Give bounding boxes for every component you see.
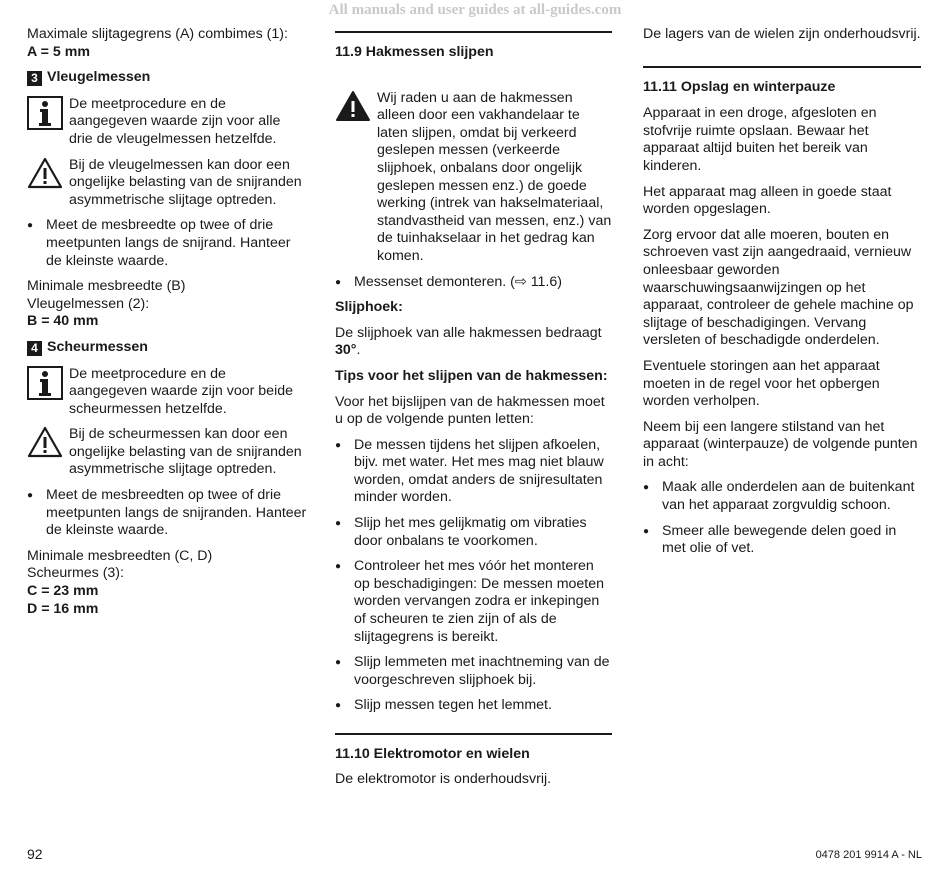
slijphoek-title: Slijphoek: <box>335 299 403 316</box>
warning-triangle-icon <box>27 426 69 458</box>
section-scheurmessen-title: 4 Scheurmessen <box>27 339 307 357</box>
instruction-list <box>643 479 921 557</box>
danger-note: Wij raden u aan de hakmessen alleen door een vakhandelaar te laten slijpen, omdat bij verkeerd geslepen messen (verkeerde slijphoek, onbalans door ongelijk geslepen messen enz.) de goede werking (intrek van hakselmateriaal, standvastheid van messen, enz.) van de tuinhakselaar in het gedrag kan komen. <box>335 90 612 266</box>
warning-note: Bij de vleugelmessen kan door een ongelijke belasting van de snijranden asymmetrische slijtage optreden. <box>27 157 307 210</box>
heading-elektromotor: 11.10 Elektromotor en wielen <box>335 746 530 762</box>
column-left <box>27 26 307 626</box>
tips-list <box>335 437 612 715</box>
section-vleugelmessen-title: 3 Vleugelmessen <box>27 69 307 87</box>
watermark: All manuals and user guides at all-guides.com <box>328 2 622 18</box>
min-width-scheurmessen: Minimale mesbreedten (C, D) Scheurmes (3): C = 23 mm D = 16 mm <box>27 547 213 617</box>
paragraph: Eventuele storingen aan het apparaat moeten in de regel voor het opbergen worden verholpen. <box>643 357 880 410</box>
instruction-list <box>335 274 612 292</box>
list-item: ● De messen tijdens het slijpen afkoelen, bijv. met water. Het mes mag niet blauw worden, omdat anders de snijresultaten minder worden. <box>335 437 612 507</box>
paragraph: Zorg ervoor dat alle moeren, bouten en schroeven vast zijn aangedraaid, vernieuw onleesbaar geworden waarschuwingsaanwijzingen op het apparaat, controleer de gehele machine op slijtage of beschadigingen. Vervang versleten of beschadigde onderdelen. <box>643 226 914 349</box>
heading-hakmessen-slijpen: 11.9 Hakmessen slijpen <box>335 44 494 60</box>
page-number: 92 <box>27 846 43 862</box>
list-item: ● Slijp messen tegen het lemmet. <box>335 697 612 715</box>
paragraph: Neem bij een langere stilstand van het apparaat (winterpauze) de volgende punten in acht: <box>643 418 918 470</box>
tips-intro: Voor het bijslijpen van de hakmessen moet u op de volgende punten letten: <box>335 393 605 428</box>
info-note: De meetprocedure en de aangegeven waarde zijn voor beide scheurmessen hetzelfde. <box>27 366 307 419</box>
info-note: De meetprocedure en de aangegeven waarde zijn voor alle drie de vleugelmessen hetzelfde. <box>27 96 307 149</box>
list-item: ● Slijp het mes gelijkmatig om vibraties door onbalans te voorkomen. <box>335 515 612 550</box>
paragraph: Het apparaat mag alleen in goede staat worden opgeslagen. <box>643 183 892 218</box>
min-width-vleugelmessen: Minimale mesbreedte (B) Vleugelmessen (2): B = 40 mm <box>27 278 186 330</box>
section-divider <box>643 66 921 68</box>
instruction-list <box>27 217 307 270</box>
tips-title: Tips voor het slijpen van de hakmessen: <box>335 367 608 384</box>
document-code: 0478 201 9914 A - NL <box>815 849 922 861</box>
warning-triangle-icon <box>27 157 69 189</box>
danger-triangle-icon <box>335 90 377 122</box>
column-middle <box>335 26 612 796</box>
section-divider <box>335 733 612 735</box>
column-right <box>643 26 921 566</box>
heading-opslag: 11.11 Opslag en winterpauze <box>643 78 836 95</box>
bearings-text: De lagers van de wielen zijn onderhoudsvrij. <box>643 26 921 42</box>
motor-text: De elektromotor is onderhoudsvrij. <box>335 770 552 787</box>
list-item: ● Meet de mesbreedte op twee of drie meetpunten langs de snijrand. Hanteer de kleinste waarde. <box>27 217 307 270</box>
section-divider <box>335 31 612 33</box>
list-item: ● Controleer het mes vóór het monteren op beschadigingen: De messen moeten worden vervangen zodra er inkepingen of scheuren te zien zijn of als de slijtagegrens is bereikt. <box>335 558 612 646</box>
list-item: ● Smeer alle bewegende delen goed in met olie of vet. <box>643 523 921 558</box>
info-icon <box>27 96 69 130</box>
wear-limit-combimes: Maximale slijtagegrens (A) combimes (1): A = 5 mm <box>27 26 288 60</box>
warning-note: Bij de scheurmessen kan door een ongelijke belasting van de snijranden asymmetrische slijtage optreden. <box>27 426 307 479</box>
slijphoek-text: De slijphoek van alle hakmessen bedraagt 30°. <box>335 324 602 359</box>
section-number-badge: 3 <box>27 71 42 86</box>
list-item: ● Slijp lemmeten met inachtneming van de voorgeschreven slijphoek bij. <box>335 654 612 689</box>
list-item: ● Meet de mesbreedten op twee of drie meetpunten langs de snijranden. Hanteer de kleinste waarde. <box>27 487 307 540</box>
paragraph: Apparaat in een droge, afgesloten en stofvrije ruimte opslaan. Bewaar het apparaat altijd buiten het bereik van kinderen. <box>643 105 877 174</box>
list-item: ● Maak alle onderdelen aan de buitenkant van het apparaat zorgvuldig schoon. <box>643 479 921 514</box>
section-number-badge: 4 <box>27 341 42 356</box>
info-icon <box>27 366 69 400</box>
instruction-list <box>27 487 307 540</box>
list-item: ● Messenset demonteren. (⇨ 11.6) <box>335 274 612 292</box>
